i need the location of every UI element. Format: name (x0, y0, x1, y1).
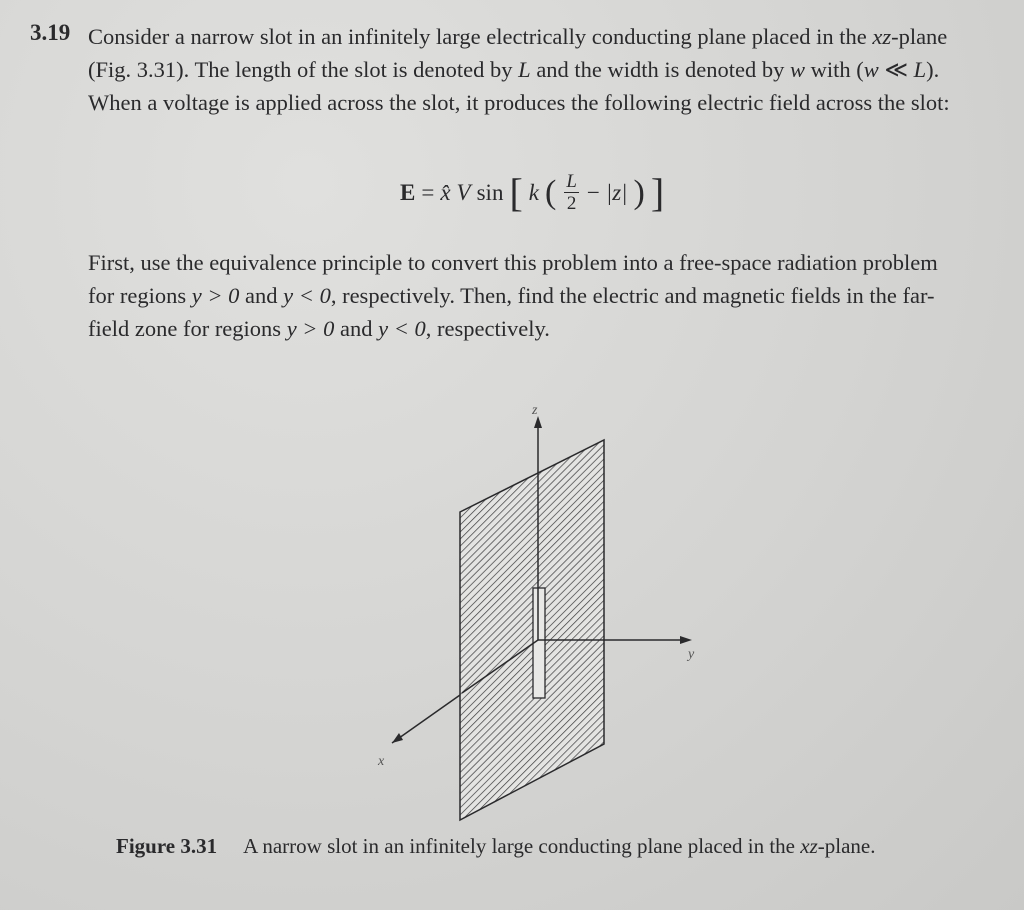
eq-xhat: x̂ (440, 180, 451, 205)
much-less-than: ≪ (878, 57, 914, 82)
caption-label: Figure 3.31 (116, 834, 218, 858)
figure-3-31 (330, 400, 730, 840)
eq-sin: sin (476, 180, 504, 205)
caption-xz: xz (800, 834, 818, 858)
caption-text-part: -plane. (817, 834, 876, 858)
plane-xz: xz (872, 24, 892, 49)
figure-caption (116, 834, 875, 859)
instr-text: and (239, 283, 284, 308)
y-axis-label: y (688, 647, 695, 662)
eq-minus: − (586, 180, 600, 205)
cond-y-pos: y > 0 (286, 316, 335, 341)
instr-text: and (334, 316, 379, 341)
intro-text: with ( (805, 57, 864, 82)
intro-text: ). When a voltage is applied across the slot, it produces the following electric field across the slot: (88, 57, 950, 115)
y-axis-arrow (680, 636, 692, 644)
var-L: L (518, 57, 531, 82)
problem-statement (88, 20, 968, 119)
eq-frac-num: L (566, 171, 577, 192)
var-L: L (913, 57, 927, 82)
eq-V: V (456, 180, 471, 205)
eq-left-paren: ( (545, 174, 557, 211)
eq-equals: = (421, 180, 435, 205)
z-axis-label: z (532, 403, 538, 418)
eq-fraction (564, 172, 579, 214)
instr-text: , respectively. Then, find the electric and magnetic fields in the far-field zone for regions (88, 283, 935, 341)
intro-text: -plane (Fig. 3.31). The length of the slot is denoted by (88, 24, 948, 82)
conducting-plane (460, 440, 604, 820)
eq-right-bracket: ] (650, 170, 665, 215)
eq-k: k (528, 180, 539, 205)
var-w: w (863, 57, 879, 82)
electric-field-equation (400, 168, 664, 218)
eq-E: E (400, 180, 416, 205)
eq-right-paren: ) (633, 174, 645, 211)
intro-text: and the width is denoted by (530, 57, 791, 82)
instr-text: , respectively. (425, 316, 550, 341)
instr-text: First, use the equivalence principle to convert this problem into a free-space radiation problem for regions (88, 250, 938, 308)
cond-y-pos: y > 0 (191, 283, 240, 308)
var-w: w (790, 57, 806, 82)
problem-number: 3.19 (30, 20, 71, 45)
slot-diagram (330, 400, 730, 840)
eq-frac-den: 2 (566, 193, 577, 214)
cond-y-neg: y < 0 (283, 283, 331, 308)
x-axis-label: x (378, 754, 385, 769)
problem-instructions (88, 246, 968, 345)
intro-text: Consider a narrow slot in an infinitely large electrically conducting plane placed in the (88, 24, 873, 49)
x-axis-arrow (392, 733, 403, 743)
eq-absz: |z| (605, 180, 628, 205)
caption-text-part: A narrow slot in an infinitely large conducting plane placed in the (243, 834, 801, 858)
caption-text (243, 834, 875, 859)
cond-y-neg: y < 0 (378, 316, 426, 341)
eq-left-bracket: [ (509, 170, 523, 215)
